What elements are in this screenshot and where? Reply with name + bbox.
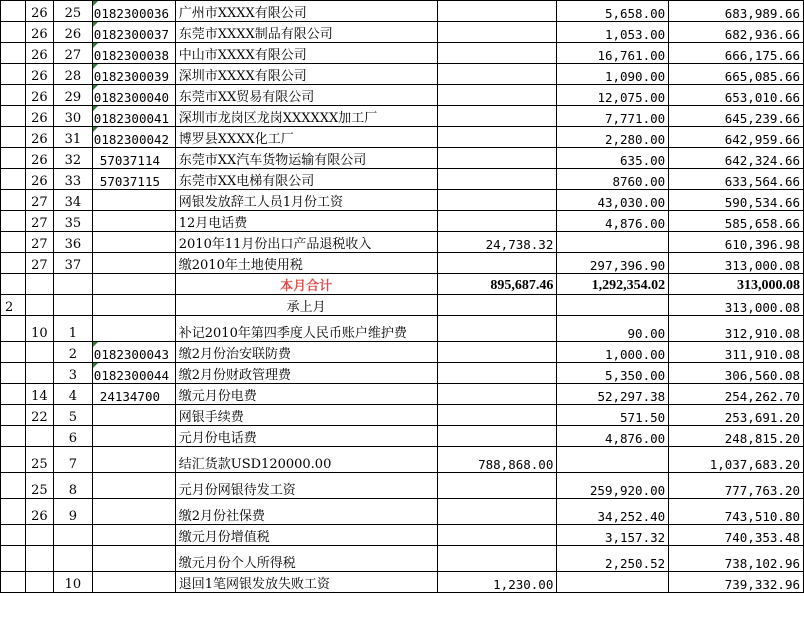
ledger-row — [1, 1, 804, 22]
account-cell: 0182300041 — [92, 106, 175, 127]
voucher-no-cell — [53, 525, 92, 546]
month-cell — [1, 572, 26, 593]
summary-cell: 补记2010年第四季度人民币账户维护费 — [175, 316, 437, 342]
ledger-row — [1, 405, 804, 426]
voucher-no-cell: 28 — [53, 64, 92, 85]
voucher-no-cell: 25 — [53, 1, 92, 22]
account-cell — [92, 211, 175, 232]
summary-cell: 网银发放辞工人员1月份工资 — [175, 190, 437, 211]
summary-cell: 缴2010年土地使用税 — [175, 253, 437, 274]
balance-cell: 590,534.66 — [669, 190, 804, 211]
day-cell — [25, 546, 53, 572]
summary-cell: 元月份网银待发工资 — [175, 473, 437, 499]
ledger-row — [1, 232, 804, 253]
day-cell: 26 — [25, 127, 53, 148]
credit-cell: 90.00 — [557, 316, 669, 342]
voucher-no-cell: 9 — [53, 499, 92, 525]
credit-cell: 2,280.00 — [557, 127, 669, 148]
month-cell — [1, 169, 26, 190]
voucher-no-cell: 7 — [53, 447, 92, 473]
month-cell — [1, 525, 26, 546]
day-cell — [25, 363, 53, 384]
credit-cell: 43,030.00 — [557, 190, 669, 211]
day-cell: 26 — [25, 43, 53, 64]
month-cell — [1, 426, 26, 447]
credit-cell — [557, 572, 669, 593]
debit-cell: 1,230.00 — [437, 572, 557, 593]
balance-cell: 585,658.66 — [669, 211, 804, 232]
month-cell — [1, 405, 26, 426]
debit-cell — [437, 405, 557, 426]
credit-cell: 16,761.00 — [557, 43, 669, 64]
credit-cell — [557, 447, 669, 473]
account-cell — [92, 473, 175, 499]
credit-cell: 5,658.00 — [557, 1, 669, 22]
balance-cell: 610,396.98 — [669, 232, 804, 253]
account-cell: 24134700 — [92, 384, 175, 405]
balance-cell: 743,510.80 — [669, 499, 804, 525]
account-cell: 57037114 — [92, 148, 175, 169]
total-label: 本月合计 — [175, 274, 437, 295]
day-cell: 26 — [25, 1, 53, 22]
balance-cell: 683,989.66 — [669, 1, 804, 22]
day-cell: 27 — [25, 232, 53, 253]
credit-cell: 571.50 — [557, 405, 669, 426]
ledger-row — [1, 169, 804, 190]
balance-cell: 682,936.66 — [669, 22, 804, 43]
day-cell: 14 — [25, 384, 53, 405]
day-cell: 22 — [25, 405, 53, 426]
day-cell: 25 — [25, 447, 53, 473]
ledger-row — [1, 190, 804, 211]
month-cell — [1, 85, 26, 106]
debit-cell — [437, 342, 557, 363]
balance-cell: 642,959.66 — [669, 127, 804, 148]
account-cell: 0182300042 — [92, 127, 175, 148]
debit-cell: 788,868.00 — [437, 447, 557, 473]
day-cell — [25, 342, 53, 363]
account-cell: 0182300038 — [92, 43, 175, 64]
total-credit: 1,292,354.02 — [557, 274, 669, 295]
total-debit: 895,687.46 — [437, 274, 557, 295]
ledger-row — [1, 106, 804, 127]
account-cell — [92, 572, 175, 593]
account-cell: 0182300040 — [92, 85, 175, 106]
ledger-row — [1, 342, 804, 363]
voucher-no-cell: 32 — [53, 148, 92, 169]
month-cell — [1, 64, 26, 85]
empty-cell — [92, 295, 175, 316]
voucher-no-cell: 33 — [53, 169, 92, 190]
summary-cell: 广州市XXXX有限公司 — [175, 1, 437, 22]
credit-cell: 8760.00 — [557, 169, 669, 190]
account-cell: 0182300043 — [92, 342, 175, 363]
balance-cell: 642,324.66 — [669, 148, 804, 169]
empty-cell — [92, 274, 175, 295]
voucher-no-cell: 10 — [53, 572, 92, 593]
summary-cell: 深圳市龙岗区龙岗XXXXXX加工厂 — [175, 106, 437, 127]
credit-cell: 12,075.00 — [557, 85, 669, 106]
balance-cell: 645,239.66 — [669, 106, 804, 127]
voucher-no-cell: 27 — [53, 43, 92, 64]
ledger-row — [1, 546, 804, 572]
ledger-row — [1, 447, 804, 473]
summary-cell: 东莞市XX贸易有限公司 — [175, 85, 437, 106]
debit-cell — [437, 22, 557, 43]
month-cell — [1, 447, 26, 473]
summary-cell: 网银手续费 — [175, 405, 437, 426]
ledger-row — [1, 384, 804, 405]
month-cell — [1, 546, 26, 572]
credit-cell — [557, 295, 669, 316]
credit-cell: 1,090.00 — [557, 64, 669, 85]
balance-cell: 738,102.96 — [669, 546, 804, 572]
balance-cell: 740,353.48 — [669, 525, 804, 546]
credit-cell — [557, 232, 669, 253]
day-cell: 26 — [25, 106, 53, 127]
month-cell — [1, 127, 26, 148]
summary-cell: 退回1笔网银发放失败工资 — [175, 572, 437, 593]
ledger-row — [1, 64, 804, 85]
debit-cell — [437, 499, 557, 525]
credit-cell: 4,876.00 — [557, 426, 669, 447]
month-cell — [1, 43, 26, 64]
balance-cell: 665,085.66 — [669, 64, 804, 85]
day-cell: 27 — [25, 211, 53, 232]
ledger-row — [1, 363, 804, 384]
voucher-no-cell: 6 — [53, 426, 92, 447]
ledger-row — [1, 148, 804, 169]
account-cell — [92, 525, 175, 546]
ledger-row — [1, 22, 804, 43]
carry-label: 承上月 — [175, 295, 437, 316]
credit-cell: 2,250.52 — [557, 546, 669, 572]
credit-cell: 7,771.00 — [557, 106, 669, 127]
credit-cell: 1,053.00 — [557, 22, 669, 43]
day-cell — [25, 572, 53, 593]
voucher-no-cell: 29 — [53, 85, 92, 106]
account-cell — [92, 405, 175, 426]
ledger-row — [1, 316, 804, 342]
summary-cell: 东莞市XX电梯有限公司 — [175, 169, 437, 190]
day-cell: 10 — [25, 316, 53, 342]
debit-cell — [437, 525, 557, 546]
month-cell — [1, 473, 26, 499]
day-cell: 26 — [25, 64, 53, 85]
ledger-row — [1, 499, 804, 525]
summary-cell: 结汇货款USD120000.00 — [175, 447, 437, 473]
debit-cell — [437, 546, 557, 572]
voucher-no-cell: 31 — [53, 127, 92, 148]
day-cell: 26 — [25, 148, 53, 169]
account-cell: 0182300039 — [92, 64, 175, 85]
credit-cell: 1,000.00 — [557, 342, 669, 363]
credit-cell: 635.00 — [557, 148, 669, 169]
balance-cell: 777,763.20 — [669, 473, 804, 499]
summary-cell: 缴元月份个人所得税 — [175, 546, 437, 572]
ledger-row — [1, 473, 804, 499]
summary-cell: 2010年11月份出口产品退税收入 — [175, 232, 437, 253]
voucher-no-cell: 5 — [53, 405, 92, 426]
voucher-no-cell: 37 — [53, 253, 92, 274]
balance-cell: 653,010.66 — [669, 85, 804, 106]
day-cell: 27 — [25, 190, 53, 211]
debit-cell — [437, 64, 557, 85]
debit-cell — [437, 43, 557, 64]
credit-cell: 297,396.90 — [557, 253, 669, 274]
credit-cell: 5,350.00 — [557, 363, 669, 384]
day-cell: 26 — [25, 22, 53, 43]
balance-cell: 312,910.08 — [669, 316, 804, 342]
account-cell — [92, 499, 175, 525]
voucher-no-cell: 36 — [53, 232, 92, 253]
month-cell — [1, 1, 26, 22]
voucher-no-cell: 1 — [53, 316, 92, 342]
account-cell — [92, 447, 175, 473]
ledger-row — [1, 85, 804, 106]
summary-cell: 缴2月份财政管理费 — [175, 363, 437, 384]
summary-cell: 缴元月份电费 — [175, 384, 437, 405]
ledger-row — [1, 253, 804, 274]
summary-cell: 中山市XXXX有限公司 — [175, 43, 437, 64]
day-cell — [25, 426, 53, 447]
ledger-body — [1, 1, 804, 593]
balance-cell: 311,910.08 — [669, 342, 804, 363]
summary-cell: 元月份电话费 — [175, 426, 437, 447]
account-cell — [92, 190, 175, 211]
balance-cell: 666,175.66 — [669, 43, 804, 64]
day-cell: 26 — [25, 499, 53, 525]
empty-cell — [1, 274, 26, 295]
summary-cell: 12月电话费 — [175, 211, 437, 232]
summary-cell: 缴元月份增值税 — [175, 525, 437, 546]
credit-cell: 34,252.40 — [557, 499, 669, 525]
credit-cell: 4,876.00 — [557, 211, 669, 232]
day-cell — [25, 525, 53, 546]
month-cell: 2 — [1, 295, 26, 316]
carry-forward-row — [1, 295, 804, 316]
balance-cell: 1,037,683.20 — [669, 447, 804, 473]
month-cell — [1, 342, 26, 363]
summary-cell: 博罗县XXXX化工厂 — [175, 127, 437, 148]
ledger-row — [1, 211, 804, 232]
month-cell — [1, 316, 26, 342]
debit-cell — [437, 148, 557, 169]
ledger-row — [1, 572, 804, 593]
month-cell — [1, 384, 26, 405]
month-cell — [1, 211, 26, 232]
summary-cell: 缴2月份治安联防费 — [175, 342, 437, 363]
debit-cell — [437, 106, 557, 127]
month-cell — [1, 253, 26, 274]
month-cell — [1, 106, 26, 127]
voucher-no-cell: 2 — [53, 342, 92, 363]
balance-cell: 254,262.70 — [669, 384, 804, 405]
summary-cell: 深圳市XXXX有限公司 — [175, 64, 437, 85]
credit-cell: 52,297.38 — [557, 384, 669, 405]
month-cell — [1, 363, 26, 384]
empty-cell — [25, 274, 53, 295]
voucher-no-cell: 4 — [53, 384, 92, 405]
total-balance: 313,000.08 — [669, 274, 804, 295]
debit-cell — [437, 473, 557, 499]
balance-cell: 633,564.66 — [669, 169, 804, 190]
account-cell: 0182300044 — [92, 363, 175, 384]
account-cell: 0182300037 — [92, 22, 175, 43]
debit-cell — [437, 169, 557, 190]
debit-cell — [437, 211, 557, 232]
month-cell — [1, 22, 26, 43]
debit-cell — [437, 426, 557, 447]
month-cell — [1, 148, 26, 169]
monthly-total-row — [1, 274, 804, 295]
balance-cell: 313,000.08 — [669, 253, 804, 274]
debit-cell — [437, 1, 557, 22]
month-cell — [1, 190, 26, 211]
account-cell: 57037115 — [92, 169, 175, 190]
ledger-row — [1, 426, 804, 447]
credit-cell: 259,920.00 — [557, 473, 669, 499]
summary-cell: 缴2月份社保费 — [175, 499, 437, 525]
day-cell: 27 — [25, 253, 53, 274]
month-cell — [1, 232, 26, 253]
debit-cell — [437, 295, 557, 316]
balance-cell: 253,691.20 — [669, 405, 804, 426]
debit-cell — [437, 363, 557, 384]
day-cell: 26 — [25, 85, 53, 106]
day-cell: 26 — [25, 169, 53, 190]
voucher-no-cell: 8 — [53, 473, 92, 499]
account-cell — [92, 316, 175, 342]
empty-cell — [53, 295, 92, 316]
debit-cell: 24,738.32 — [437, 232, 557, 253]
balance-cell: 306,560.08 — [669, 363, 804, 384]
ledger-row — [1, 127, 804, 148]
debit-cell — [437, 85, 557, 106]
voucher-no-cell: 3 — [53, 363, 92, 384]
debit-cell — [437, 127, 557, 148]
day-cell: 25 — [25, 473, 53, 499]
balance-cell: 248,815.20 — [669, 426, 804, 447]
account-cell: 0182300036 — [92, 1, 175, 22]
debit-cell — [437, 384, 557, 405]
account-cell — [92, 426, 175, 447]
summary-cell: 东莞市XXXX制品有限公司 — [175, 22, 437, 43]
voucher-no-cell: 35 — [53, 211, 92, 232]
balance-cell: 313,000.08 — [669, 295, 804, 316]
credit-cell: 3,157.32 — [557, 525, 669, 546]
voucher-no-cell: 34 — [53, 190, 92, 211]
voucher-no-cell: 26 — [53, 22, 92, 43]
account-cell — [92, 253, 175, 274]
month-cell — [1, 499, 26, 525]
balance-cell: 739,332.96 — [669, 572, 804, 593]
empty-cell — [53, 274, 92, 295]
ledger-row — [1, 525, 804, 546]
ledger-row — [1, 43, 804, 64]
account-cell — [92, 546, 175, 572]
debit-cell — [437, 253, 557, 274]
summary-cell: 东莞市XX汽车货物运输有限公司 — [175, 148, 437, 169]
voucher-no-cell — [53, 546, 92, 572]
debit-cell — [437, 316, 557, 342]
account-cell — [92, 232, 175, 253]
empty-cell — [25, 295, 53, 316]
debit-cell — [437, 190, 557, 211]
voucher-no-cell: 30 — [53, 106, 92, 127]
